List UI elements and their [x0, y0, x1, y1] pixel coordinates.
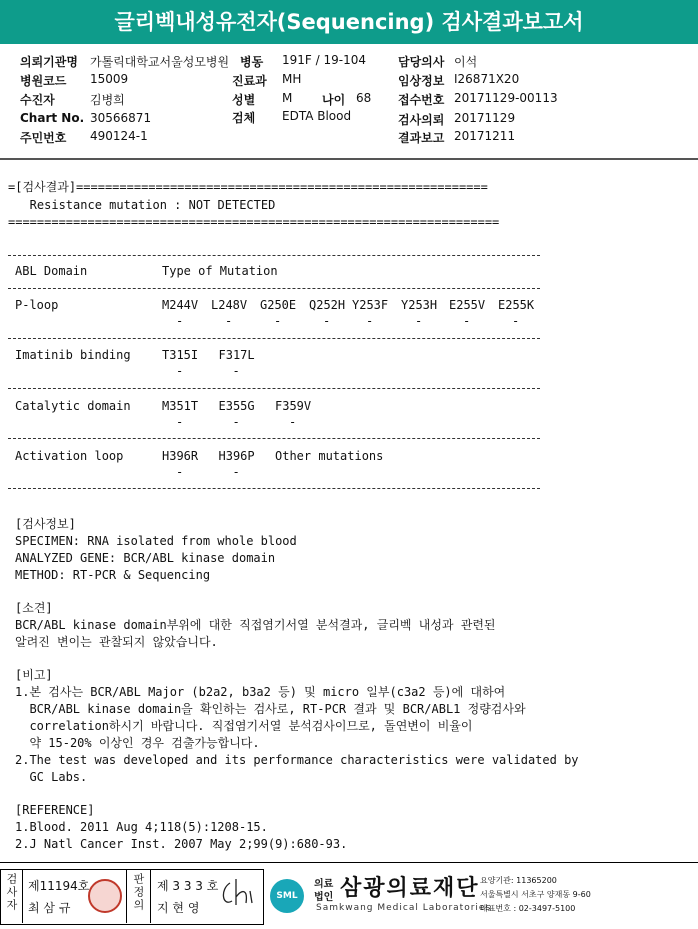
- mutation-result: -: [232, 415, 240, 429]
- rrn-value: 490124-1: [90, 129, 148, 143]
- mutation-result: -: [176, 364, 184, 378]
- inspector-label: 검사자: [5, 873, 18, 912]
- header-separator: [0, 158, 698, 160]
- specimen-value: EDTA Blood: [282, 109, 352, 123]
- mutation-result: -: [512, 314, 520, 328]
- divider: [22, 869, 23, 923]
- receipt-value: 20171129-00113: [454, 91, 558, 105]
- mutation-result: -: [176, 314, 184, 328]
- ward-label: 병동: [240, 55, 264, 69]
- mutation-result: -: [274, 314, 282, 328]
- mutation-name: Y253F: [352, 298, 389, 312]
- reference-item: 2.J Natl Cancer Inst. 2007 May 2;99(9):680-93.: [15, 837, 348, 851]
- report-date-label: 결과보고: [398, 131, 445, 145]
- chart-value: 30566871: [90, 111, 152, 125]
- sex-value: M: [282, 91, 293, 105]
- mutation-result: -: [415, 314, 423, 328]
- sex-label: 성별: [232, 93, 256, 107]
- org-code: 요양기관: 11365200: [480, 876, 557, 885]
- clinical-label: 임상정보: [398, 74, 445, 88]
- mutation-name: M244V: [162, 298, 199, 312]
- result-summary: Resistance mutation : NOT DETECTED: [8, 198, 276, 212]
- note-line: correlation하시기 바랍니다. 직접염기서열 분석검사이므로, 돌연변이 비율이: [15, 719, 473, 733]
- footer: [0, 862, 698, 929]
- divider: [150, 869, 151, 923]
- mutation-result: -: [176, 465, 184, 479]
- mutation-result: -: [463, 314, 471, 328]
- reference-title: [REFERENCE]: [15, 803, 95, 817]
- signature-icon: [218, 873, 258, 913]
- note-line: 1.본 검사는 BCR/ABL Major (b2a2, b3a2 등) 및 micro 일부(c3a2 등)에 대하여: [15, 685, 506, 699]
- name-value: 김병희: [90, 93, 125, 107]
- code-value: 15009: [90, 72, 129, 86]
- mutation-result: -: [366, 314, 374, 328]
- domain-name: P-loop: [15, 298, 59, 312]
- mutation-result: -: [225, 314, 233, 328]
- inspector-name: 최 삼 규: [28, 901, 71, 915]
- notes-title: [비고]: [15, 668, 53, 682]
- info-specimen: SPECIMEN: RNA isolated from whole blood: [15, 534, 297, 548]
- specimen-label: 검체: [232, 111, 256, 125]
- info-method: METHOD: RT-PCR & Sequencing: [15, 568, 211, 582]
- info-gene: ANALYZED GENE: BCR/ABL kinase domain: [15, 551, 276, 565]
- inspector-seal: [88, 879, 122, 913]
- chart-label: Chart No.: [20, 111, 85, 125]
- ward-value: 191F / 19-104: [282, 53, 366, 67]
- mutation-name: H396R: [162, 449, 199, 463]
- rrn-label: 주민번호: [20, 131, 67, 145]
- inspector-number: 제11194호: [28, 879, 90, 893]
- domain-name: Catalytic domain: [15, 399, 131, 413]
- dept-label: 진료과: [232, 74, 267, 88]
- clinical-value: I26871X20: [454, 72, 520, 86]
- mutation-result: -: [323, 314, 331, 328]
- org-name: 삼광의료재단: [340, 876, 480, 901]
- opinion-line: BCR/ABL kinase domain부위에 대한 직접염기서열 분석결과, 글리벡 내성과 관련된: [15, 618, 496, 632]
- dept-value: MH: [282, 72, 302, 86]
- table-header-domain: ABL Domain: [15, 264, 88, 278]
- hospital-label: 의뢰기관명: [20, 55, 78, 69]
- table-header-mutation: Type of Mutation: [162, 264, 278, 278]
- info-title: [검사정보]: [15, 517, 76, 531]
- table-rule: [8, 288, 540, 289]
- domain-name: Activation loop: [15, 449, 124, 463]
- mutation-name: E355G: [218, 399, 255, 413]
- divider: [126, 869, 127, 923]
- mutation-name: Q252H: [309, 298, 346, 312]
- table-rule: [8, 438, 540, 439]
- doctor-value: 이석: [454, 55, 478, 69]
- age-label: 나이: [322, 93, 346, 107]
- reporter-number: 제 3 3 3 호: [157, 879, 219, 893]
- mutation-name: E255K: [498, 298, 535, 312]
- report-date-value: 20171211: [454, 129, 516, 143]
- mutation-name: F317L: [218, 348, 255, 362]
- mutation-result: -: [289, 415, 297, 429]
- reporter-name: 지 현 영: [157, 901, 200, 915]
- org-english-name: Samkwang Medical Laboratories: [316, 903, 492, 913]
- result-title-line: =[검사결과]=========================================================: [8, 180, 488, 194]
- name-label: 수진자: [20, 93, 55, 107]
- result-equals-line: ====================================================================: [8, 215, 500, 229]
- request-label: 검사의뢰: [398, 113, 445, 127]
- mutation-name: M351T: [162, 399, 199, 413]
- org-phone: 대표번호 : 02-3497-5100: [480, 904, 576, 913]
- receipt-label: 접수번호: [398, 93, 445, 107]
- request-value: 20171129: [454, 111, 516, 125]
- note-line: GC Labs.: [15, 770, 88, 784]
- hospital-value: 가톨릭대학교서울성모병원: [90, 55, 230, 69]
- opinion-title: [소견]: [15, 601, 53, 615]
- doctor-label: 담당의사: [398, 55, 445, 69]
- mutation-result: -: [232, 465, 240, 479]
- mutation-name: Other mutations: [275, 449, 384, 463]
- mutation-name: E255V: [449, 298, 486, 312]
- mutation-result: -: [232, 364, 240, 378]
- mutation-name: H396P: [218, 449, 255, 463]
- opinion-line: 알려진 변이는 관찰되지 않았습니다.: [15, 635, 218, 649]
- table-rule: [8, 388, 540, 389]
- mutation-name: Y253H: [401, 298, 438, 312]
- org-tag: 법인: [314, 892, 334, 903]
- table-rule: [8, 255, 540, 256]
- note-line: 약 15-20% 이상인 경우 검출가능합니다.: [15, 736, 260, 750]
- age-value: 68: [356, 91, 372, 105]
- mutation-name: G250E: [260, 298, 297, 312]
- reference-item: 1.Blood. 2011 Aug 4;118(5):1208-15.: [15, 820, 268, 834]
- code-label: 병원코드: [20, 74, 67, 88]
- org-tag: 의료: [314, 879, 334, 890]
- note-line: 2.The test was developed and its performance characteristics were validated by: [15, 753, 579, 767]
- org-address: 서울특별시 서초구 양재동 9-60: [480, 890, 591, 899]
- mutation-name: L248V: [211, 298, 248, 312]
- mutation-result: -: [176, 415, 184, 429]
- note-line: BCR/ABL kinase domain을 확인하는 검사로, RT-PCR 결과 및 BCR/ABL1 정량검사와: [15, 702, 526, 716]
- table-rule: [8, 338, 540, 339]
- report-title: 글리벡내성유전자(Sequencing) 검사결과보고서: [0, 0, 698, 44]
- sml-logo-icon: SML: [270, 879, 304, 913]
- mutation-name: F359V: [275, 399, 312, 413]
- table-rule: [8, 488, 540, 489]
- mutation-name: T315I: [162, 348, 199, 362]
- reporter-label: 판정의: [132, 873, 145, 912]
- domain-name: Imatinib binding: [15, 348, 131, 362]
